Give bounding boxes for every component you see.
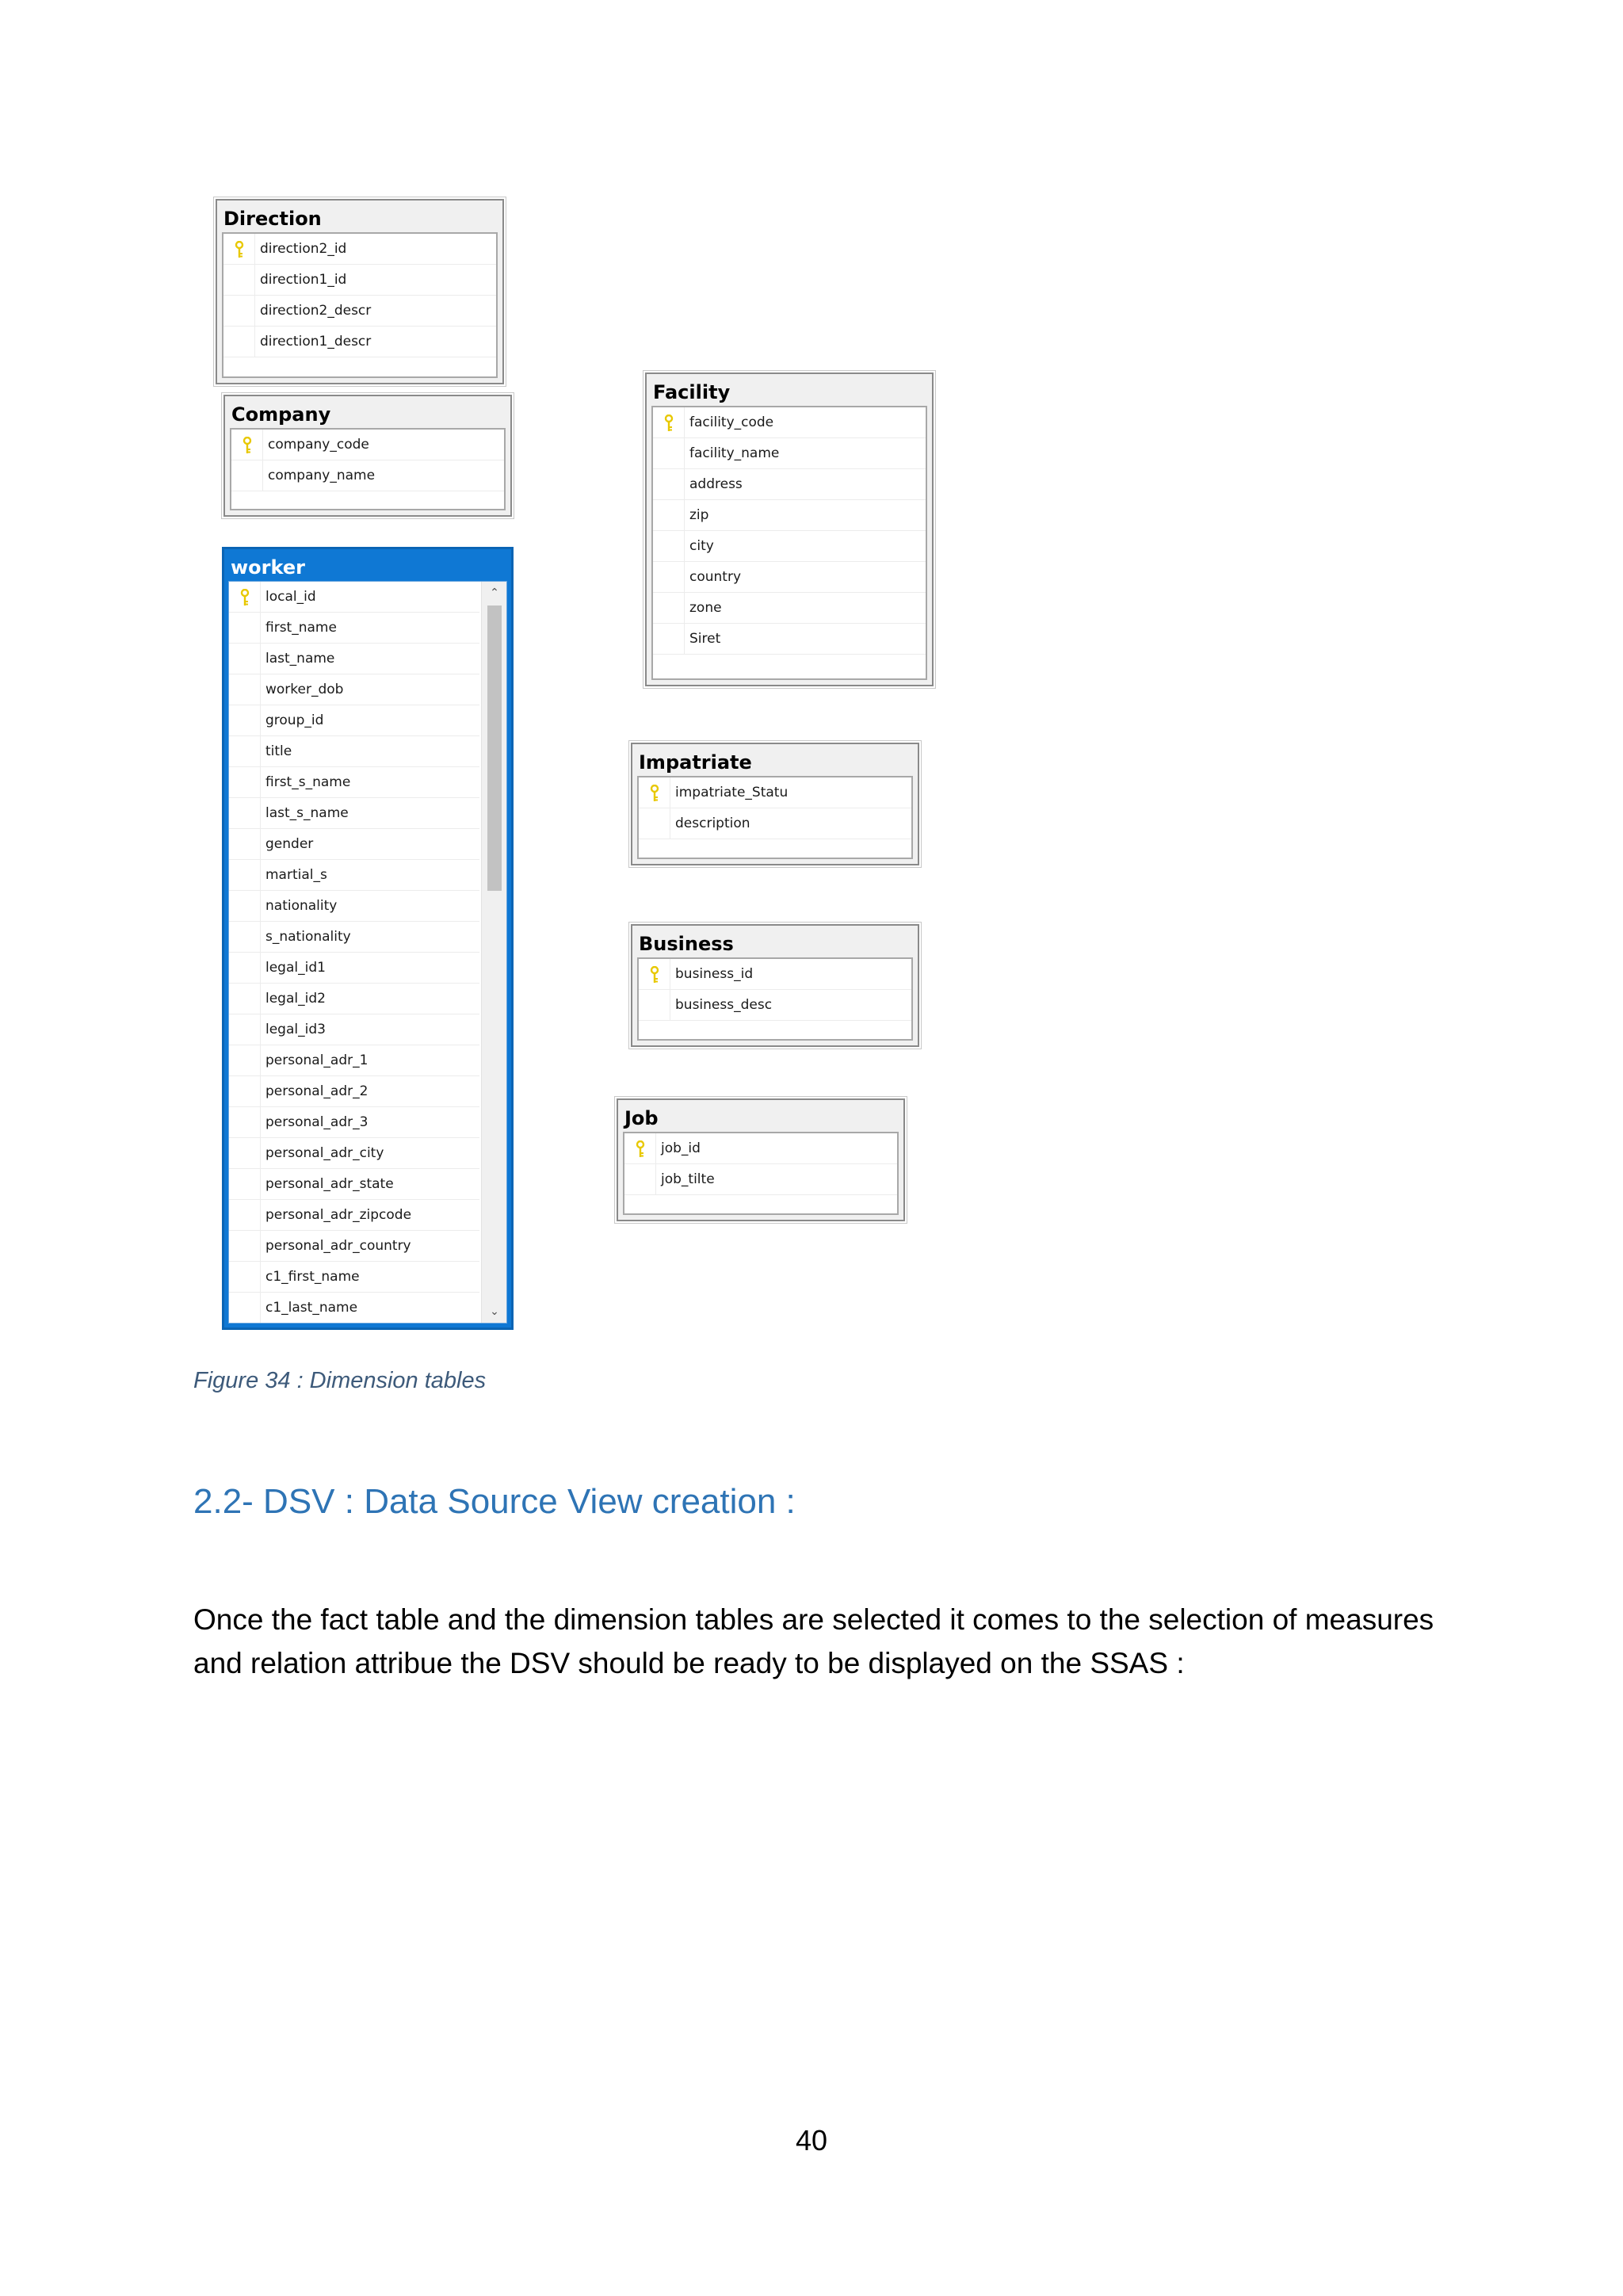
column-name: first_name bbox=[265, 620, 337, 636]
row-gutter bbox=[229, 1014, 261, 1045]
row-gutter bbox=[229, 736, 261, 766]
column-row[interactable] bbox=[229, 1076, 479, 1107]
page-number: 40 bbox=[795, 2124, 828, 2157]
column-name: country bbox=[689, 569, 742, 585]
column-row[interactable] bbox=[229, 674, 479, 705]
column-name: first_s_name bbox=[265, 774, 351, 790]
column-name: personal_adr_country bbox=[265, 1238, 411, 1254]
row-gutter bbox=[229, 798, 261, 828]
column-row[interactable] bbox=[653, 469, 926, 500]
table-worker[interactable] bbox=[222, 547, 514, 1330]
column-row[interactable] bbox=[229, 1231, 479, 1262]
row-gutter bbox=[229, 1045, 261, 1075]
column-row[interactable] bbox=[653, 562, 926, 593]
column-row[interactable] bbox=[229, 953, 479, 984]
body-paragraph: Once the fact table and the dimension tables are selected it comes to the selection of measures and relation attribue the DSV should be ready to be displayed on the SSAS : bbox=[193, 1603, 1434, 1679]
column-name: job_tilte bbox=[661, 1171, 715, 1187]
row-gutter bbox=[229, 860, 261, 890]
row-gutter bbox=[653, 438, 685, 468]
column-row[interactable] bbox=[653, 624, 926, 655]
column-row[interactable] bbox=[653, 407, 926, 438]
column-name: nationality bbox=[265, 898, 338, 914]
column-row[interactable] bbox=[229, 922, 479, 953]
column-name: business_id bbox=[675, 966, 754, 982]
column-row[interactable] bbox=[624, 1133, 897, 1164]
column-row[interactable] bbox=[229, 1169, 479, 1200]
column-name: facility_code bbox=[689, 415, 774, 430]
section-heading: 2.2- DSV : Data Source View creation : bbox=[193, 1482, 796, 1521]
column-row[interactable] bbox=[229, 1262, 479, 1293]
column-row[interactable] bbox=[223, 234, 496, 265]
column-name: address bbox=[689, 476, 743, 492]
column-row[interactable] bbox=[639, 777, 911, 808]
row-gutter bbox=[229, 891, 261, 921]
row-gutter bbox=[229, 1200, 261, 1230]
column-row[interactable] bbox=[653, 593, 926, 624]
column-row[interactable] bbox=[229, 860, 479, 891]
row-gutter bbox=[229, 613, 261, 643]
column-name: title bbox=[265, 743, 292, 759]
column-row[interactable] bbox=[639, 808, 911, 839]
row-gutter bbox=[229, 705, 261, 735]
column-name: legal_id1 bbox=[265, 960, 326, 976]
column-name: worker_dob bbox=[265, 682, 344, 697]
column-row[interactable] bbox=[229, 705, 479, 736]
key-icon bbox=[240, 589, 250, 606]
key-icon bbox=[636, 1140, 645, 1158]
column-name: personal_adr_state bbox=[265, 1176, 394, 1192]
row-gutter bbox=[229, 829, 261, 859]
column-row[interactable] bbox=[653, 531, 926, 562]
column-name: personal_adr_city bbox=[265, 1145, 384, 1161]
column-row[interactable] bbox=[229, 613, 479, 644]
row-gutter bbox=[653, 500, 685, 530]
column-row[interactable] bbox=[639, 959, 911, 990]
row-gutter bbox=[624, 1164, 656, 1194]
column-row[interactable] bbox=[229, 767, 479, 798]
column-row[interactable] bbox=[624, 1164, 897, 1195]
column-row[interactable] bbox=[229, 1200, 479, 1231]
row-gutter bbox=[223, 327, 255, 357]
row-gutter bbox=[639, 990, 670, 1020]
column-name: personal_adr_zipcode bbox=[265, 1207, 412, 1223]
row-gutter bbox=[229, 644, 261, 674]
column-name: direction2_id bbox=[260, 241, 347, 257]
column-row[interactable] bbox=[229, 798, 479, 829]
column-row[interactable] bbox=[229, 984, 479, 1014]
column-name: last_name bbox=[265, 651, 335, 667]
column-row[interactable] bbox=[229, 582, 479, 613]
table-title: worker bbox=[231, 556, 305, 579]
row-gutter bbox=[231, 460, 263, 491]
column-name: zip bbox=[689, 507, 709, 523]
column-list bbox=[637, 776, 913, 859]
row-gutter bbox=[229, 922, 261, 952]
table-title: Direction bbox=[223, 208, 322, 230]
row-gutter bbox=[229, 1107, 261, 1137]
table-facility[interactable] bbox=[645, 372, 934, 686]
row-gutter bbox=[229, 1076, 261, 1106]
row-gutter bbox=[229, 1262, 261, 1292]
row-gutter bbox=[229, 984, 261, 1014]
column-row[interactable] bbox=[229, 891, 479, 922]
column-row[interactable] bbox=[639, 990, 911, 1021]
column-name: personal_adr_3 bbox=[265, 1114, 369, 1130]
key-icon bbox=[650, 966, 659, 984]
row-gutter bbox=[229, 674, 261, 705]
column-name: direction2_descr bbox=[260, 303, 372, 319]
table-company[interactable] bbox=[223, 395, 512, 517]
row-gutter bbox=[223, 296, 255, 326]
figure-caption: Figure 34 : Dimension tables bbox=[193, 1368, 487, 1393]
column-name: city bbox=[689, 538, 714, 554]
table-job[interactable] bbox=[617, 1098, 905, 1221]
row-gutter bbox=[653, 562, 685, 592]
column-row[interactable] bbox=[229, 1293, 479, 1324]
row-gutter bbox=[653, 593, 685, 623]
row-gutter bbox=[653, 469, 685, 499]
table-title: Job bbox=[624, 1107, 659, 1129]
column-name: company_name bbox=[268, 468, 376, 483]
column-row[interactable] bbox=[229, 1014, 479, 1045]
column-list bbox=[623, 1132, 899, 1215]
table-business[interactable] bbox=[631, 924, 919, 1047]
column-name: local_id bbox=[265, 589, 316, 605]
column-name: description bbox=[675, 816, 750, 831]
table-impatriate[interactable] bbox=[631, 743, 919, 865]
row-gutter bbox=[653, 624, 685, 654]
column-name: direction1_descr bbox=[260, 334, 372, 350]
column-row[interactable] bbox=[653, 500, 926, 531]
row-gutter bbox=[229, 953, 261, 983]
column-name: legal_id2 bbox=[265, 991, 326, 1007]
column-name: job_id bbox=[661, 1140, 701, 1156]
column-name: legal_id3 bbox=[265, 1022, 326, 1037]
column-list bbox=[637, 957, 913, 1041]
column-name: c1_last_name bbox=[265, 1300, 358, 1316]
column-name: company_code bbox=[268, 437, 369, 453]
column-row[interactable] bbox=[229, 1107, 479, 1138]
column-row[interactable] bbox=[223, 265, 496, 296]
column-name: Siret bbox=[689, 631, 721, 647]
key-icon bbox=[235, 241, 244, 258]
column-name: c1_first_name bbox=[265, 1269, 360, 1285]
column-list bbox=[651, 406, 927, 680]
key-icon bbox=[650, 785, 659, 802]
table-title: Impatriate bbox=[639, 751, 752, 774]
row-gutter bbox=[229, 1169, 261, 1199]
column-row[interactable] bbox=[231, 460, 504, 491]
column-name: zone bbox=[689, 600, 722, 616]
row-gutter bbox=[229, 767, 261, 797]
vertical-scrollbar[interactable] bbox=[481, 582, 506, 1323]
column-name: last_s_name bbox=[265, 805, 349, 821]
column-list bbox=[228, 581, 507, 1324]
column-row[interactable] bbox=[653, 438, 926, 469]
column-row[interactable] bbox=[229, 644, 479, 674]
column-name: s_nationality bbox=[265, 929, 351, 945]
column-name: facility_name bbox=[689, 445, 780, 461]
column-name: business_desc bbox=[675, 997, 773, 1013]
row-gutter bbox=[229, 1138, 261, 1168]
row-gutter bbox=[639, 808, 670, 839]
chevron-down-icon[interactable]: ⌄ bbox=[490, 1305, 499, 1318]
column-name: personal_adr_1 bbox=[265, 1052, 369, 1068]
column-name: gender bbox=[265, 836, 314, 852]
column-name: personal_adr_2 bbox=[265, 1083, 369, 1099]
row-gutter bbox=[229, 1231, 261, 1261]
chevron-up-icon[interactable]: ⌃ bbox=[490, 586, 499, 599]
key-icon bbox=[664, 415, 674, 432]
column-row[interactable] bbox=[229, 736, 479, 767]
row-gutter bbox=[223, 265, 255, 295]
column-name: impatriate_Statu bbox=[675, 785, 789, 800]
column-row[interactable] bbox=[229, 829, 479, 860]
table-title: Facility bbox=[653, 381, 731, 403]
column-name: group_id bbox=[265, 712, 324, 728]
column-list bbox=[230, 428, 506, 510]
column-row[interactable] bbox=[231, 430, 504, 460]
key-icon bbox=[242, 437, 252, 454]
column-row[interactable] bbox=[229, 1138, 479, 1169]
row-gutter bbox=[229, 1293, 261, 1323]
column-list bbox=[222, 232, 498, 378]
table-title: Company bbox=[231, 403, 331, 426]
column-name: martial_s bbox=[265, 867, 327, 883]
table-title: Business bbox=[639, 933, 734, 955]
column-row[interactable] bbox=[229, 1045, 479, 1076]
table-direction[interactable] bbox=[216, 199, 504, 384]
column-row[interactable] bbox=[223, 296, 496, 327]
scroll-thumb[interactable] bbox=[487, 606, 502, 891]
row-gutter bbox=[653, 531, 685, 561]
column-name: direction1_id bbox=[260, 272, 347, 288]
column-row[interactable] bbox=[223, 327, 496, 357]
